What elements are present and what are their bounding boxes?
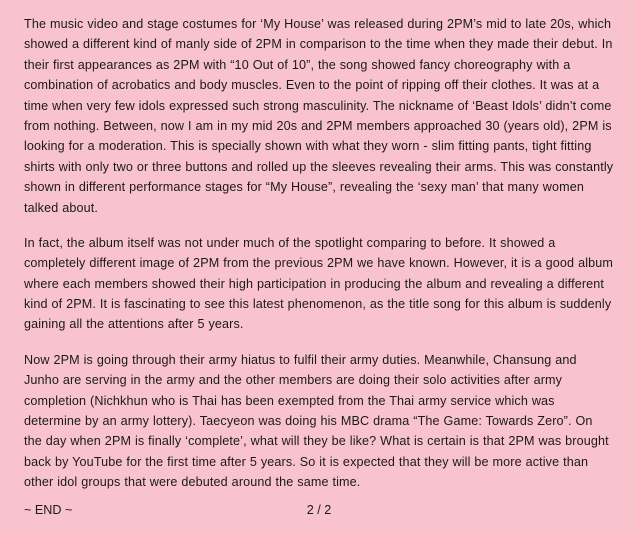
paragraph-1: The music video and stage costumes for ‘My House’ was released during 2PM’s mid to late 20s, which showed a different kind of manly side of 2PM in comparison to the time when they made their debut. In their first appearances as 2PM with “10 Out of 10”, the song showed fancy choreography with a combination of acrobatics and body muscles. Even to the point of ripping off their clothes. It was at a time when very few idols expressed such strong masculinity. The nickname of ‘Beast Idols’ didn’t come from nothing. Between, now I am in my mid 20s and 2PM members approached 30 (years old), 2PM is looking for a moderation. This is specially shown with what they worn - slim fitting pants, tight fitting shirts with only two or three buttons and rolled up the sleeves revealing their arms. This was constantly shown in different performance stages for “My House”, revealing the ‘sexy man’ that many women talked about. [24, 17, 614, 215]
end-marker: ~ END ~ [24, 503, 73, 517]
document-footer [24, 503, 614, 517]
paragraph-2: In fact, the album itself was not under much of the spotlight comparing to before. It showed a completely different image of 2PM from the previous 2PM we have known. However, it is a good album where each members showed their high participation in producing the album and revealing a different kind of 2PM. It is fascinating to see this latest phenomenon, as the title song for this album is suddenly gaining all the attentions after 5 years. [24, 235, 613, 332]
page-number: 2 / 2 [306, 503, 332, 517]
paragraph-3: Now 2PM is going through their army hiatus to fulfil their army duties. Meanwhile, Chansung and Junho are serving in the army and the other members are doing their solo activities after army completion (Nichkhun who is Thai has been exempted from the Thai army service which was determine by an army lottery). Taecyeon was doing his MBC drama “The Game: Towards Zero”. On the day when 2PM is finally ‘complete’, what will they be like? What is certain is that 2PM was brought back by YouTube for the first time after 5 years. So it is expected that they will be more active than other idol groups that were debuted around the same time. [24, 352, 609, 490]
